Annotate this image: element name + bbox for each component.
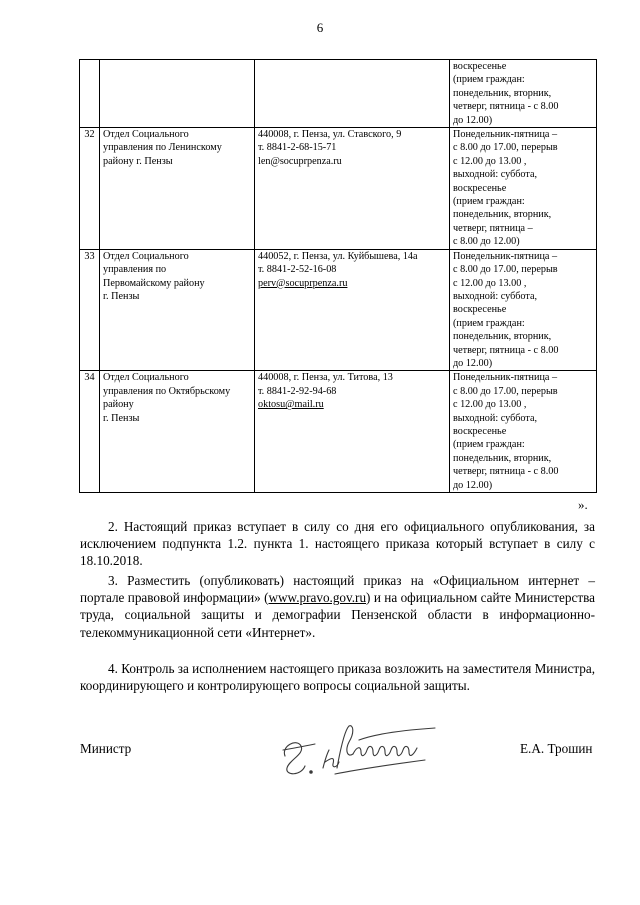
cell-line: с 8.00 до 17.00, перерыв <box>453 264 558 276</box>
cell-line: воскресенье <box>453 61 507 72</box>
cell-line: четверг, пятница - с 8.00 <box>453 344 559 356</box>
cell-line: Понедельник-пятница – <box>453 250 558 262</box>
office-address <box>255 128 450 250</box>
paragraph-3-text-start: 3. Разместить (опубликовать) настоящий приказ на «Официальном интернет – портале правовой информации» ( <box>80 573 595 606</box>
cell-line: 440052, г. Пенза, ул. Куйбышева, 14а <box>258 250 418 262</box>
cell-line: выходной: суббота, <box>453 169 538 181</box>
cell-line: с 12.00 до 13.00 , <box>453 155 527 167</box>
cell-line: району г. Пензы <box>103 155 173 167</box>
office-name <box>100 249 255 371</box>
cell-line: до 12.00) <box>453 479 493 491</box>
office-email[interactable]: oktosu@mail.ru <box>258 399 324 411</box>
table-row <box>80 60 597 128</box>
paragraph-3 <box>80 572 595 641</box>
cell-line: т. 8841-2-68-15-71 <box>258 142 337 154</box>
office-email[interactable]: len@socuprpenza.ru <box>258 155 342 167</box>
cell-line: району <box>103 399 134 411</box>
cell-line: (прием граждан: <box>453 74 525 86</box>
office-name <box>100 60 255 128</box>
cell-line: управления по Ленинскому <box>103 142 222 154</box>
signatory-name: Е.А. Трошин <box>520 741 593 756</box>
cell-line: с 12.00 до 13.00 , <box>453 399 527 411</box>
handwritten-signature <box>275 716 445 786</box>
paragraph-4: 4. Контроль за исполнением настоящего приказа возложить на заместителя Министра, координирующего и контролирующего вопросы социальной защиты. <box>80 661 596 694</box>
page-number: 6 <box>316 20 324 35</box>
table-row <box>80 249 597 371</box>
office-hours <box>450 128 597 250</box>
cell-line: с 8.00 до 17.00, перерыв <box>453 142 558 154</box>
cell-line: четверг, пятница – <box>453 222 533 234</box>
cell-line: 440008, г. Пенза, ул. Титова, 13 <box>258 372 393 384</box>
signatory-title: Министр <box>80 741 132 756</box>
cell-line: воскресенье <box>453 304 507 316</box>
cell-line: четверг, пятница - с 8.00 <box>453 466 559 478</box>
table-row <box>80 128 597 250</box>
cell-line: управления по Октябрьскому <box>103 385 231 397</box>
pravo-gov-link[interactable]: www.pravo.gov.ru <box>268 590 367 606</box>
row-number: 34 <box>80 371 100 493</box>
cell-line: т. 8841-2-52-16-08 <box>258 264 337 276</box>
row-number: 33 <box>80 249 100 371</box>
cell-line: Отдел Социального <box>103 129 189 141</box>
cell-line: четверг, пятница - с 8.00 <box>453 101 559 113</box>
cell-line: управления по <box>103 264 167 276</box>
row-number: 32 <box>80 128 100 250</box>
cell-line: воскресенье <box>453 425 507 437</box>
cell-line: г. Пензы <box>103 412 140 424</box>
cell-line: Понедельник-пятница – <box>453 129 558 141</box>
cell-line: (прием граждан: <box>453 317 525 329</box>
cell-line: т. 8841-2-92-94-68 <box>258 385 337 397</box>
office-hours <box>450 60 597 128</box>
quote-end: ». <box>578 497 588 512</box>
cell-line: выходной: суббота, <box>453 290 538 302</box>
offices-table <box>79 59 597 493</box>
cell-line: понедельник, вторник, <box>453 331 552 343</box>
cell-line: понедельник, вторник, <box>453 87 552 99</box>
row-number <box>80 60 100 128</box>
cell-line: Понедельник-пятница – <box>453 372 558 384</box>
cell-line: понедельник, вторник, <box>453 209 552 221</box>
office-address <box>255 371 450 493</box>
office-hours <box>450 249 597 371</box>
cell-line: 440008, г. Пенза, ул. Ставского, 9 <box>258 129 402 141</box>
cell-line: (прием граждан: <box>453 439 525 451</box>
paragraph-2: 2. Настоящий приказ вступает в силу со дня его официального опубликования, за исключением подпункта 1.2. пункта 1. настоящего приказа который вступает в силу с 18.10.2018. <box>80 519 595 569</box>
cell-line: выходной: суббота, <box>453 412 538 424</box>
office-name <box>100 128 255 250</box>
paragraph-3-text-end: ) и на официальном сайте Министерства труда, социальной защиты и демографии Пензенской области в информационно-телекоммуникационной сети «Интернет». <box>80 590 595 640</box>
office-email[interactable]: perv@socuprpenza.ru <box>258 277 348 289</box>
office-name <box>100 371 255 493</box>
cell-line: Первомайскому району <box>103 277 205 289</box>
cell-line: Отдел Социального <box>103 372 189 384</box>
office-hours <box>450 371 597 493</box>
cell-line: воскресенье <box>453 182 507 194</box>
cell-line: с 8.00 до 17.00, перерыв <box>453 385 558 397</box>
table-row <box>80 371 597 493</box>
cell-line: с 8.00 до 12.00) <box>453 236 520 248</box>
cell-line: (прием граждан: <box>453 196 525 208</box>
cell-line: до 12.00) <box>453 357 493 369</box>
office-address <box>255 60 450 128</box>
cell-line: понедельник, вторник, <box>453 452 552 464</box>
cell-line: с 12.00 до 13.00 , <box>453 277 527 289</box>
office-address <box>255 249 450 371</box>
cell-line: г. Пензы <box>103 290 140 302</box>
cell-line: до 12.00) <box>453 114 493 126</box>
cell-line: Отдел Социального <box>103 250 189 262</box>
